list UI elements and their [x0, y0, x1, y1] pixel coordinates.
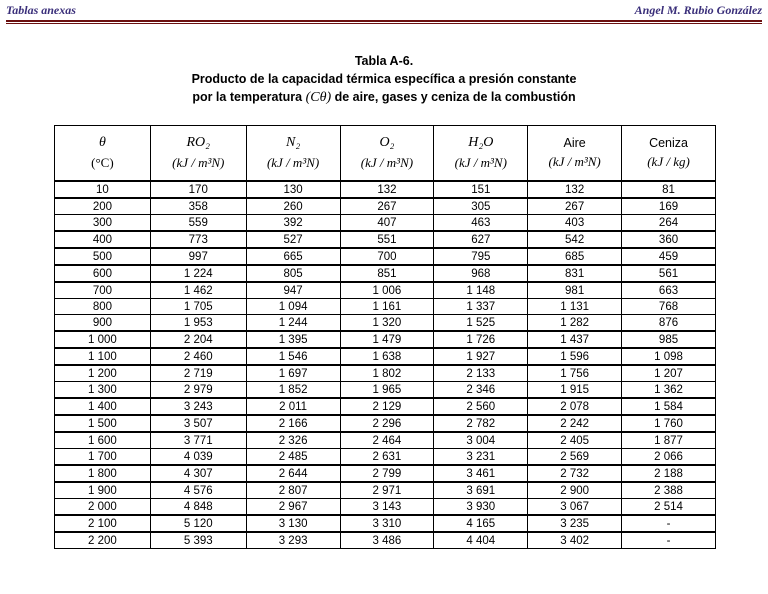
table-cell: 3 486 [340, 532, 434, 549]
table-cell: 132 [340, 181, 434, 198]
col-header-o2: O₂ (kJ / m³N) [340, 126, 434, 182]
table-cell: 1 760 [622, 415, 716, 432]
table-cell: 2 100 [55, 515, 151, 532]
table-cell: 551 [340, 231, 434, 248]
table-cell: 4 576 [150, 482, 246, 499]
table-cell: 1 756 [528, 365, 622, 382]
table-cell: 1 479 [340, 331, 434, 348]
table-header-row [55, 126, 716, 182]
table-cell: 3 293 [246, 532, 340, 549]
table-cell: 981 [528, 282, 622, 299]
table-cell: 1 697 [246, 365, 340, 382]
table-cell: 4 039 [150, 449, 246, 466]
table-cell: 169 [622, 198, 716, 215]
table-cell: 1 953 [150, 315, 246, 332]
table-cell: 1 320 [340, 315, 434, 332]
table-cell: 985 [622, 331, 716, 348]
table-cell: 4 307 [150, 465, 246, 482]
table-cell: 1 802 [340, 365, 434, 382]
table-cell: 2 000 [55, 499, 151, 516]
table-cell: 2 200 [55, 532, 151, 549]
table-row [55, 432, 716, 449]
table-cell: 1 705 [150, 299, 246, 315]
table-row [55, 331, 716, 348]
table-cell: 1 700 [55, 449, 151, 466]
table-title [0, 52, 768, 107]
table-row [55, 248, 716, 265]
table-cell: 900 [55, 315, 151, 332]
table-row [55, 532, 716, 549]
table-cell: 3 507 [150, 415, 246, 432]
table-cell: 1 600 [55, 432, 151, 449]
table-cell: 2 346 [434, 382, 528, 399]
table-cell: 2 204 [150, 331, 246, 348]
table-cell: 876 [622, 315, 716, 332]
table-cell: 997 [150, 248, 246, 265]
table-cell: 1 525 [434, 315, 528, 332]
table-row [55, 215, 716, 232]
table-cell: 3 930 [434, 499, 528, 516]
table-cell: 2 078 [528, 398, 622, 415]
table-cell: 1 224 [150, 265, 246, 282]
table-cell: 264 [622, 215, 716, 232]
table-row [55, 515, 716, 532]
table-cell: 2 967 [246, 499, 340, 516]
table-row [55, 499, 716, 516]
table-cell: 2 242 [528, 415, 622, 432]
table-row [55, 398, 716, 415]
table-cell: 851 [340, 265, 434, 282]
table-cell: 1 800 [55, 465, 151, 482]
table-cell: 2 732 [528, 465, 622, 482]
table-cell: 1 207 [622, 365, 716, 382]
table-cell: 3 067 [528, 499, 622, 516]
table-cell: 2 296 [340, 415, 434, 432]
table-cell: 403 [528, 215, 622, 232]
table-cell: 1 965 [340, 382, 434, 399]
table-cell: 559 [150, 215, 246, 232]
table-cell: 561 [622, 265, 716, 282]
col-header-n2: N₂ (kJ / m³N) [246, 126, 340, 182]
table-cell: 1 852 [246, 382, 340, 399]
table-cell: 300 [55, 215, 151, 232]
table-cell: 1 094 [246, 299, 340, 315]
table-cell: 2 807 [246, 482, 340, 499]
table-cell: 2 388 [622, 482, 716, 499]
table-cell: 773 [150, 231, 246, 248]
table-cell: 947 [246, 282, 340, 299]
table-cell: 1 915 [528, 382, 622, 399]
table-cell: 1 638 [340, 348, 434, 365]
table-row [55, 482, 716, 499]
title-line-3 [0, 88, 768, 107]
table-cell: 527 [246, 231, 340, 248]
title-line-3-pre: por la temperatura [192, 90, 306, 104]
table-cell: 805 [246, 265, 340, 282]
table-cell: - [622, 532, 716, 549]
table-cell: 392 [246, 215, 340, 232]
table-cell: 600 [55, 265, 151, 282]
table-cell: 2 979 [150, 382, 246, 399]
table-cell: 1 300 [55, 382, 151, 399]
table-cell: 2 514 [622, 499, 716, 516]
table-row [55, 299, 716, 315]
table-cell: 463 [434, 215, 528, 232]
table-cell: 1 462 [150, 282, 246, 299]
col-header-ceniza: Ceniza (kJ / kg) [622, 126, 716, 182]
table-cell: 1 200 [55, 365, 151, 382]
table-cell: 4 404 [434, 532, 528, 549]
table-row [55, 315, 716, 332]
table-cell: 1 395 [246, 331, 340, 348]
table-cell: 1 400 [55, 398, 151, 415]
table-row [55, 282, 716, 299]
table-cell: 3 231 [434, 449, 528, 466]
table-row [55, 382, 716, 399]
table-cell: 795 [434, 248, 528, 265]
table-cell: 3 004 [434, 432, 528, 449]
table-cell: 800 [55, 299, 151, 315]
table-cell: 3 691 [434, 482, 528, 499]
table-row [55, 181, 716, 198]
table-row [55, 465, 716, 482]
table-cell: 170 [150, 181, 246, 198]
table-cell: 2 129 [340, 398, 434, 415]
table-cell: - [622, 515, 716, 532]
table-cell: 267 [528, 198, 622, 215]
table-cell: 5 393 [150, 532, 246, 549]
table-cell: 542 [528, 231, 622, 248]
table-cell: 2 066 [622, 449, 716, 466]
table-cell: 2 644 [246, 465, 340, 482]
table-cell: 3 461 [434, 465, 528, 482]
table-cell: 2 405 [528, 432, 622, 449]
table-cell: 968 [434, 265, 528, 282]
table-cell: 2 166 [246, 415, 340, 432]
table-row [55, 265, 716, 282]
table-cell: 1 282 [528, 315, 622, 332]
table-cell: 2 188 [622, 465, 716, 482]
table-cell: 700 [340, 248, 434, 265]
table-cell: 407 [340, 215, 434, 232]
table-cell: 2 133 [434, 365, 528, 382]
table-cell: 2 464 [340, 432, 434, 449]
table-cell: 1 148 [434, 282, 528, 299]
table-cell: 2 569 [528, 449, 622, 466]
table-cell: 2 326 [246, 432, 340, 449]
table-row [55, 449, 716, 466]
table-cell: 200 [55, 198, 151, 215]
table-cell: 3 771 [150, 432, 246, 449]
table-row [55, 198, 716, 215]
col-header-aire: Aire (kJ / m³N) [528, 126, 622, 182]
table-row [55, 348, 716, 365]
table-cell: 1 584 [622, 398, 716, 415]
table-cell: 665 [246, 248, 340, 265]
title-line-3-post: de aire, gases y ceniza de la combustión [331, 90, 576, 104]
table-cell: 1 161 [340, 299, 434, 315]
table-cell: 1 100 [55, 348, 151, 365]
table-cell: 5 120 [150, 515, 246, 532]
table-cell: 1 726 [434, 331, 528, 348]
table-cell: 627 [434, 231, 528, 248]
table-cell: 3 243 [150, 398, 246, 415]
header-right: Angel M. Rubio González [634, 3, 762, 17]
table-cell: 4 165 [434, 515, 528, 532]
table-cell: 260 [246, 198, 340, 215]
table-cell: 267 [340, 198, 434, 215]
table-row [55, 365, 716, 382]
col-header-h2o: H₂O (kJ / m³N) [434, 126, 528, 182]
table-cell: 1 500 [55, 415, 151, 432]
header-rule [6, 20, 762, 22]
title-line-1: Tabla A-6. [354, 54, 414, 68]
table-cell: 1 900 [55, 482, 151, 499]
table-cell: 1 337 [434, 299, 528, 315]
table-cell: 81 [622, 181, 716, 198]
table-cell: 10 [55, 181, 151, 198]
table-cell: 2 782 [434, 415, 528, 432]
table-cell: 831 [528, 265, 622, 282]
header-left: Tablas anexas [6, 3, 76, 17]
table-cell: 360 [622, 231, 716, 248]
table-cell: 3 143 [340, 499, 434, 516]
col-header-ro2: RO₂ (kJ / m³N) [150, 126, 246, 182]
table-cell: 1 596 [528, 348, 622, 365]
table-cell: 3 402 [528, 532, 622, 549]
table-cell: 3 130 [246, 515, 340, 532]
title-math: (Cθ) [305, 90, 332, 105]
table-cell: 2 900 [528, 482, 622, 499]
table-cell: 305 [434, 198, 528, 215]
table-cell: 700 [55, 282, 151, 299]
table-cell: 4 848 [150, 499, 246, 516]
table-cell: 1 098 [622, 348, 716, 365]
table-cell: 459 [622, 248, 716, 265]
table-cell: 2 719 [150, 365, 246, 382]
table-cell: 2 799 [340, 465, 434, 482]
table-cell: 500 [55, 248, 151, 265]
table-cell: 1 000 [55, 331, 151, 348]
table-row [55, 231, 716, 248]
table-cell: 1 006 [340, 282, 434, 299]
table-cell: 1 546 [246, 348, 340, 365]
table-cell: 2 971 [340, 482, 434, 499]
table-cell: 1 131 [528, 299, 622, 315]
table-cell: 2 460 [150, 348, 246, 365]
table-cell: 2 485 [246, 449, 340, 466]
table-cell: 130 [246, 181, 340, 198]
table-cell: 358 [150, 198, 246, 215]
table-cell: 1 362 [622, 382, 716, 399]
table-cell: 132 [528, 181, 622, 198]
table-cell: 663 [622, 282, 716, 299]
table-cell: 3 310 [340, 515, 434, 532]
table-cell: 1 927 [434, 348, 528, 365]
title-line-2: Producto de la capacidad térmica específica a presión constante [191, 72, 577, 86]
header-rule-thin [6, 23, 762, 24]
table-cell: 1 244 [246, 315, 340, 332]
table-cell: 400 [55, 231, 151, 248]
table-cell: 768 [622, 299, 716, 315]
col-header-theta: θ (°C) [55, 126, 151, 182]
data-table [54, 125, 716, 549]
table-cell: 2 631 [340, 449, 434, 466]
table-cell: 2 560 [434, 398, 528, 415]
table-cell: 151 [434, 181, 528, 198]
table-row [55, 415, 716, 432]
page-header [6, 3, 762, 19]
table-cell: 685 [528, 248, 622, 265]
table-cell: 2 011 [246, 398, 340, 415]
table-cell: 3 235 [528, 515, 622, 532]
table-cell: 1 877 [622, 432, 716, 449]
table-cell: 1 437 [528, 331, 622, 348]
